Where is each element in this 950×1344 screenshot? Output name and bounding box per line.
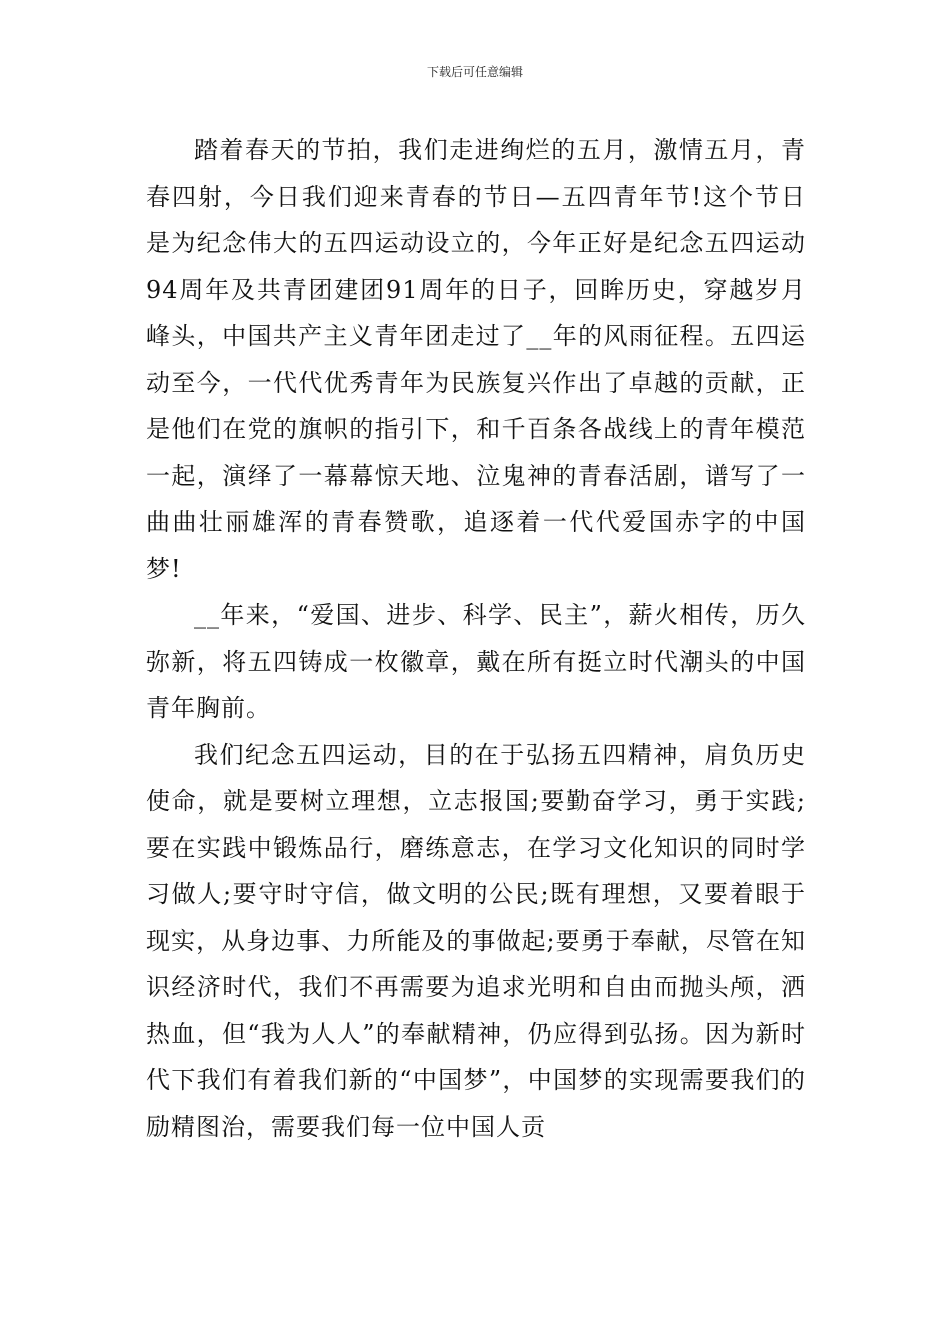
page-header: 下载后可任意编辑	[426, 65, 523, 79]
document-body	[146, 127, 806, 1150]
paragraph: 我们纪念五四运动，目的在于弘扬五四精神，肩负历史使命，就是要树立理想，立志报国;要勤奋学习，勇于实践;要在实践中锻炼品行，磨练意志，在学习文化知识的同时学习做人;要守时守信，做文明的公民;既有理想，又要着眼于现实，从身边事、力所能及的事做起;要勇于奉献，尽管在知识经济时代，我们不再需要为追求光明和自由而抛头颅，洒热血，但“我为人人”的奉献精神，仍应得到弘扬。因为新时代下我们有着我们新的“中国梦”，中国梦的实现需要我们的励精图治，需要我们每一位中国人贡	[146, 740, 806, 1141]
paragraph: 踏着春天的节拍，我们走进绚烂的五月，激情五月，青春四射，今日我们迎来青春的节日—五四青年节!这个节日是为纪念伟大的五四运动设立的，今年正好是纪念五四运动94周年及共青团建团91周年的日子，回眸历史，穿越岁月峰头，中国共产主义青年团走过了__年的风雨征程。五四运动至今，一代代优秀青年为民族复兴作出了卓越的贡献，正是他们在党的旗帜的指引下，和千百条各战线上的青年模范一起，演绎了一幕幕惊天地、泣鬼神的青春活剧，谱写了一曲曲壮丽雄浑的青春赞歌，追逐着一代代爱国赤字的中国梦!	[146, 136, 806, 583]
paragraph: __年来，“爱国、进步、科学、民主”，薪火相传，历久弥新，将五四铸成一枚徽章，戴在所有挺立时代潮头的中国青年胸前。	[146, 601, 806, 722]
